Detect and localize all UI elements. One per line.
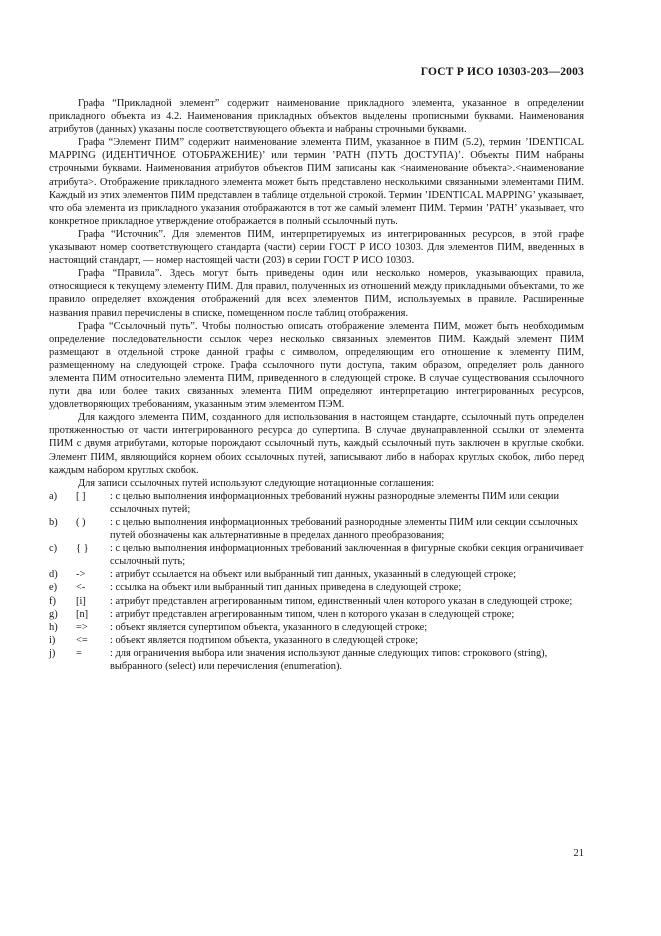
list-item-symbol: -> <box>76 569 86 581</box>
paragraph-rules: Графа “Правила”. Здесь могут быть приведены один или несколько номеров, указывающих правила, относящиеся к текущему элементу ПИМ. Для правил, полученных из отношений между прикладными объектами, то же правило определяет вхождения отображений для всех элементов ПИМ, используемых в правиле. Расширенные названия правил перечислены в списке, помещенном после таблиц отображения. <box>49 268 584 319</box>
list-item-letter: a) <box>49 490 58 502</box>
list-item-symbol: [i] <box>76 595 86 607</box>
list-item <box>49 542 584 568</box>
page-number: 21 <box>573 848 584 859</box>
list-item-text: : с целью выполнения информационных требований нужны разнородные элементы ПИМ или секции ссылочных путей; <box>110 490 560 515</box>
list-item <box>49 608 584 621</box>
list-item-symbol: { } <box>76 543 89 555</box>
paragraph-notation-intro: Для записи ссылочных путей используют следующие нотационные соглашения: <box>78 477 435 489</box>
list-item-letter: g) <box>49 608 58 620</box>
list-item-letter: d) <box>49 569 58 581</box>
list-item-letter: c) <box>49 543 58 555</box>
list-item-text: : атрибут ссылается на объект или выбранный тип данных, указанный в следующей строке; <box>110 569 516 581</box>
list-item <box>49 516 584 542</box>
list-item-text: : ссылка на объект или выбранный тип данных приведена в следующей строке; <box>110 582 462 594</box>
list-item-letter: h) <box>49 621 58 633</box>
paragraph-reference-path: Графа “Ссылочный путь”. Чтобы полностью описать отображение элемента ПИМ, может быть необходимым определение последовательности ссылок через несколько связанных элементов ПИМ. Каждый элемент ПИМ размещают в отдельной строке данной графы с символом, определяющим его отношение к элементу ПИМ, размещенному на следующей строке. Графа ссылочного пути доступа, таким образом, определяет роль данного элемента ПИМ относительно элемента ПИМ, приведенного в следующей строке. В случае существования ссылочного пути два или более таких связанных элемента ПИМ определяют интерпретацию интегрированных ресурсов, удовлетворяющих требованиям, указанным этим элементом ПЭМ. <box>49 320 584 411</box>
list-item-symbol: ( ) <box>76 517 86 528</box>
list-item-letter: j) <box>49 647 56 659</box>
document-header: ГОСТ Р ИСО 10303-203—2003 <box>420 66 584 78</box>
list-item-text: : объект является подтипом объекта, указанного в следующей строке; <box>110 634 418 646</box>
list-item <box>49 647 584 673</box>
paragraph-application-element: Графа “Прикладной элемент” содержит наименование прикладного элемента, указанное в определении прикладного объекта из 4.2. Наименования прикладных объектов выделены прописными буквами. Наименования атрибутов (данных) указаны после соответствующего объекта и набраны строчными буквами. <box>49 98 584 136</box>
list-item-symbol: [ ] <box>76 490 86 502</box>
list-item-text: : атрибут представлен агрегированным типом, член n которого указан в следующей строке; <box>110 608 515 620</box>
list-item-symbol: <= <box>76 634 88 646</box>
list-item-symbol: = <box>76 647 82 659</box>
list-item-letter: b) <box>49 517 58 528</box>
list-item <box>49 568 584 581</box>
notation-list <box>49 490 584 673</box>
list-item-symbol: [n] <box>76 608 89 620</box>
list-item <box>49 621 584 634</box>
list-item-symbol: <- <box>76 582 86 594</box>
list-item-symbol: => <box>76 621 88 633</box>
list-item-text: : для ограничения выбора или значения используют данные следующих типов: строкового (string), выбранного (select) или перечисления (enumeration). <box>110 647 548 673</box>
paragraph-pim-element: Графа “Элемент ПИМ” содержит наименование элемента ПИМ, указанное в ПИМ (5.2), термин ’IDENTICAL MAPPING (ИДЕНТИЧНОЕ ОТОБРАЖЕНИЕ)’ или термин ’PATH (ПУТЬ ДОСТУПА)’. Объекты ПИМ набраны строчными буквами. Наименования атрибутов объектов ПИМ записаны как <наименование объекта>.<наименование атрибута>. Отображение прикладного элемента может быть представлено несколькими связанными элементами ПИМ. Каждый из этих элементов ПИМ представлен в таблице отдельной строкой. Термин ’IDENTICAL MAPPING’ указывает, что оба элемента из прикладного указания отображаются в тот же самый элемент ПИМ. Термин ’PATH’ указывает, что конкретное прикладное утверждение отображается в полный ссылочный путь. <box>49 137 584 227</box>
paragraph-bidirectional: Для каждого элемента ПИМ, созданного для использования в настоящем стандарте, ссылочный путь определен протяженностью от части интегрированного ресурса до супертипа. В случае двунаправленной ссылки от элемента ПИМ с двумя атрибутами, которые порождают ссылочный путь, каждый ссылочный путь заключен в круглые скобки. Элемент ПИМ, являющийся корнем обоих ссылочных путей, записывают либо в наборах круглых скобок, либо перед каждым набором круглых скобок. <box>49 412 584 476</box>
list-item-letter: i) <box>49 634 56 646</box>
list-item <box>49 581 584 594</box>
list-item-text: : объект является супертипом объекта, указанного в следующей строке; <box>110 621 428 633</box>
list-item-letter: f) <box>49 595 56 607</box>
paragraph-source: Графа “Источник”. Для элементов ПИМ, интерпретируемых из интегрированных ресурсов, в этой графе указывают номер соответствующего стандарта (части) серии ГОСТ Р ИСО 10303. Для элементов ПИМ, введенных в настоящий стандарт, — номер настоящей части (203) в серии ГОСТ Р ИСО 10303. <box>49 228 584 267</box>
list-item-text: : с целью выполнения информационных требований разнородные элементы ПИМ или секции ссылочных путей обозначены как альтернативные в пределах данного преобразования; <box>110 517 578 542</box>
document-body <box>49 97 584 673</box>
list-item-letter: e) <box>49 582 58 594</box>
list-item <box>49 490 584 516</box>
list-item-text: : с целью выполнения информационных требований заключенная в фигурные скобки секция ограничивает ссылочный путь; <box>110 543 584 568</box>
list-item <box>49 595 584 608</box>
list-item-text: : атрибут представлен агрегированным типом, единственный член которого указан в следующей строке; <box>110 595 573 607</box>
list-item <box>49 634 584 647</box>
